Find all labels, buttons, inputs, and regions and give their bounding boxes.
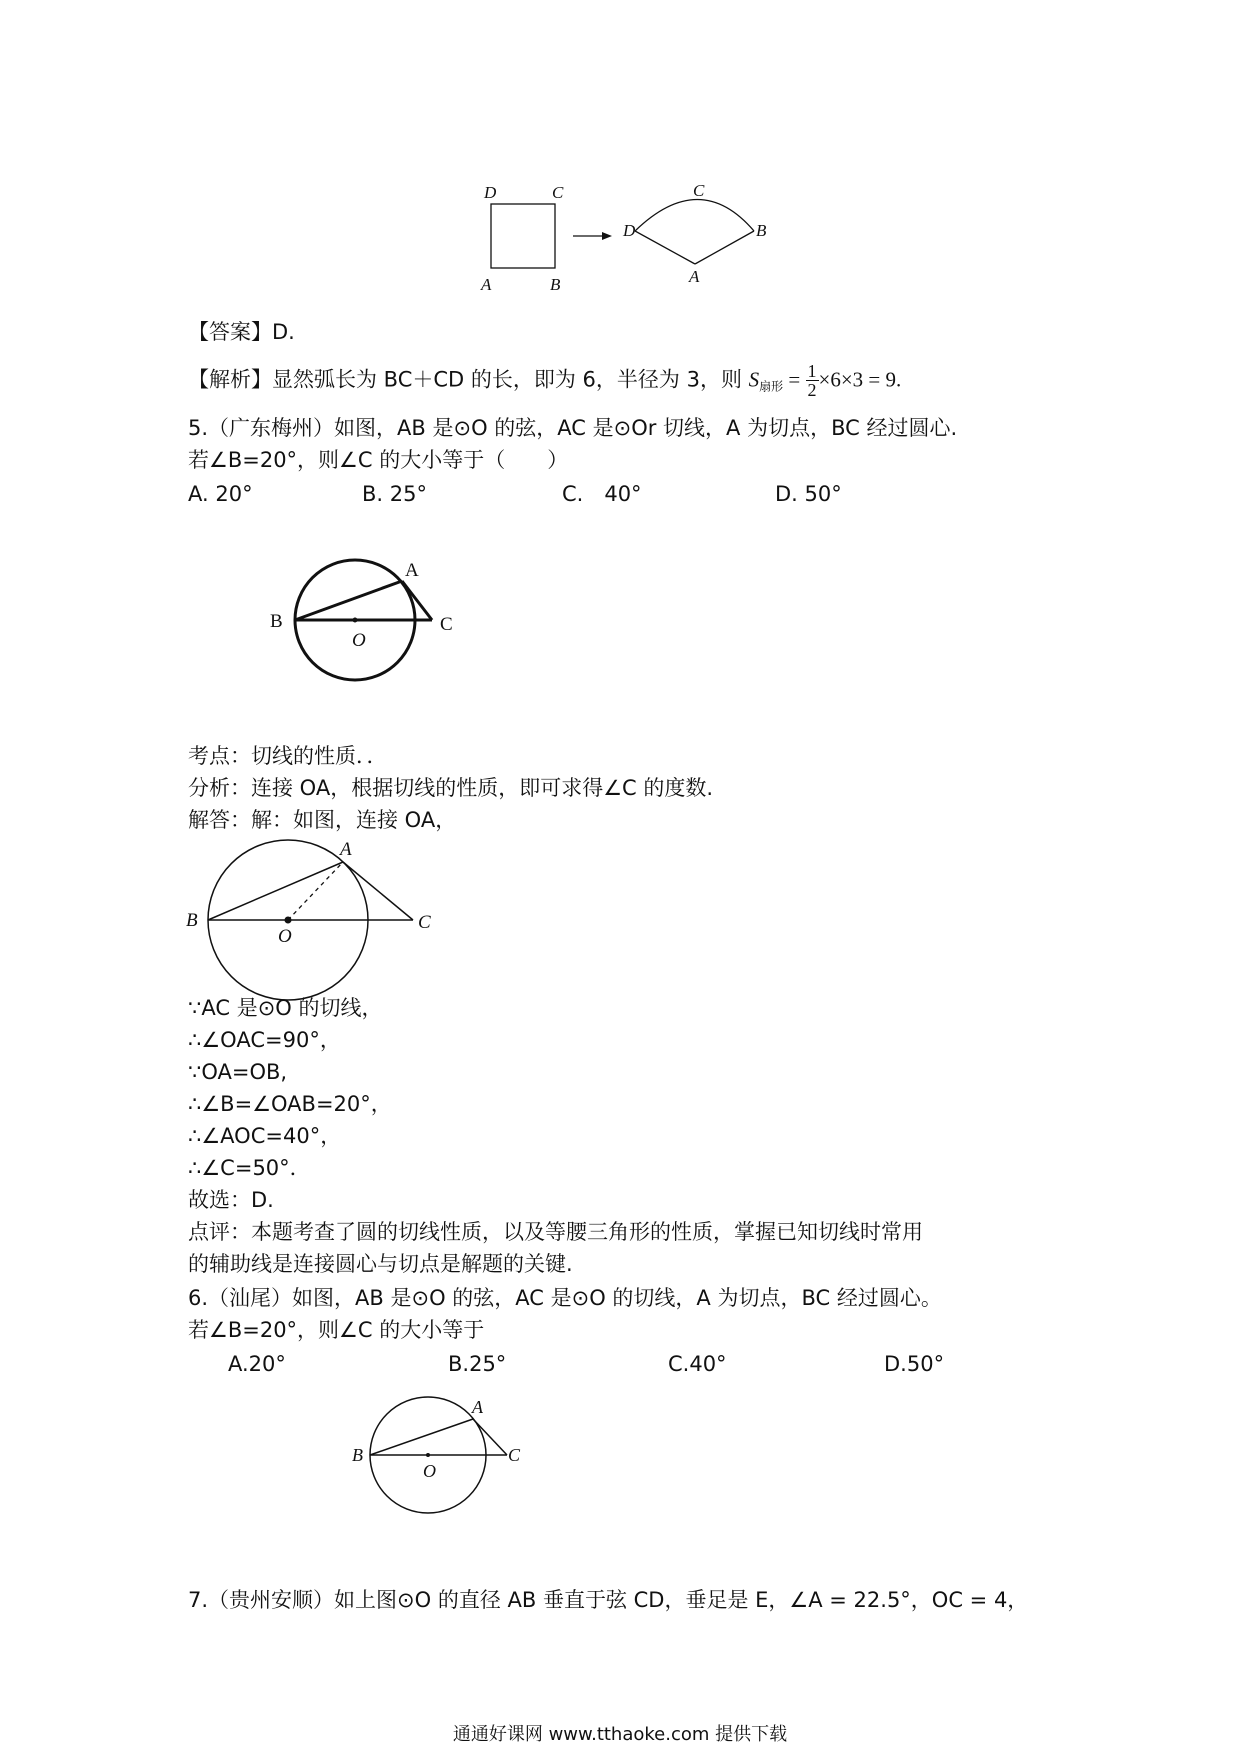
q5-option-b: B. 25° <box>362 482 427 506</box>
q6-chord-ab <box>370 1419 473 1455</box>
answer-4: 【答案】D. <box>188 320 295 344</box>
q5-step-6: ∴∠C=50°． <box>188 1156 311 1180</box>
q5-step-3: ∵OA=OB, <box>188 1060 288 1084</box>
q6-label-c: C <box>508 1445 521 1465</box>
solution-label-o: O <box>278 926 292 947</box>
q5-option-d: D. 50° <box>775 482 842 506</box>
explanation-prefix: 【解析】显然弧长为 BC＋CD 的长，即为 6，半径为 3，则 <box>188 367 749 392</box>
q5-jieda: 解答：解：如图，连接 OA， <box>188 808 457 832</box>
fraction-numerator: 1 <box>807 361 817 381</box>
q5-dianping-1: 点评：本题考查了圆的切线性质，以及等腰三角形的性质，掌握已知切线时常用 <box>188 1220 923 1244</box>
solution-label-b: B <box>186 910 198 931</box>
solution-label-c: C <box>418 912 431 933</box>
q6-option-d: D.50° <box>884 1352 945 1376</box>
q5-option-c: C. 40° <box>562 482 642 506</box>
q5-line1: 5.（广东梅州）如图，AB 是⊙O 的弦，AC 是⊙Or 切线，A 为切点，BC 经过圆心. <box>188 416 958 440</box>
q6-option-b: B.25° <box>448 1352 507 1376</box>
label-square-d: D <box>484 183 497 202</box>
label-sector-d: D <box>623 221 636 240</box>
q6-line1: 6.（汕尾）如图，AB 是⊙O 的弦，AC 是⊙O 的切线，A 为切点，BC 经过圆心。 <box>188 1286 942 1310</box>
q6-option-a: A.20° <box>228 1352 286 1376</box>
explanation-rest: ×6×3 = 9. <box>818 367 902 392</box>
q5-kaodian: 考点：切线的性质．． <box>188 744 388 768</box>
sector-area-symbol: S <box>748 367 760 392</box>
label-square-b: B <box>550 275 561 294</box>
q7-line1: 7.（贵州安顺）如上图⊙O 的直径 AB 垂直于弦 CD，垂足是 E，∠A = 22.5°，OC = 4， <box>188 1588 1029 1612</box>
q6-label-a: A <box>472 1397 483 1417</box>
q6-option-c: C.40° <box>668 1352 727 1376</box>
label-a: A <box>405 560 419 581</box>
q5-step-1: ∵AC 是⊙O 的切线， <box>188 996 383 1020</box>
q5-fenxi: 分析：连接 OA，根据切线的性质，即可求得∠C 的度数. <box>188 776 714 800</box>
label-c: C <box>440 614 453 635</box>
q6-tangent-ac <box>473 1419 507 1455</box>
q6-label-b: B <box>352 1445 363 1465</box>
fraction-denominator: 2 <box>807 380 817 400</box>
label-square-a: A <box>481 275 492 294</box>
q5-step-7: 故选：D. <box>188 1188 274 1212</box>
q5-step-4: ∴∠B=∠OAB=20°， <box>188 1092 392 1116</box>
label-square-c: C <box>552 183 564 202</box>
q5-step-5: ∴∠AOC=40°， <box>188 1124 342 1148</box>
label-o: O <box>352 630 366 651</box>
label-b: B <box>270 611 283 632</box>
q6-line2: 若∠B=20°，则∠C 的大小等于 <box>188 1318 485 1342</box>
q5-option-a: A. 20° <box>188 482 253 506</box>
q5-dianping-2: 的辅助线是连接圆心与切点是解题的关键. <box>188 1252 573 1276</box>
label-sector-a: A <box>689 267 700 286</box>
q6-center-dot <box>426 1453 430 1457</box>
label-sector-c: C <box>693 181 705 200</box>
q5-line2: 若∠B=20°，则∠C 的大小等于（ ） <box>188 448 569 472</box>
label-sector-b: B <box>756 221 767 240</box>
solution-label-a: A <box>340 839 352 860</box>
q6-label-o: O <box>423 1461 436 1481</box>
footer-source: 通通好课网 www.tthaoke.com 提供下载 <box>452 1724 788 1745</box>
sector-area-subscript: 扇形 <box>759 379 784 394</box>
equals-sign: = <box>783 367 806 392</box>
q5-step-2: ∴∠OAC=90°， <box>188 1028 341 1052</box>
